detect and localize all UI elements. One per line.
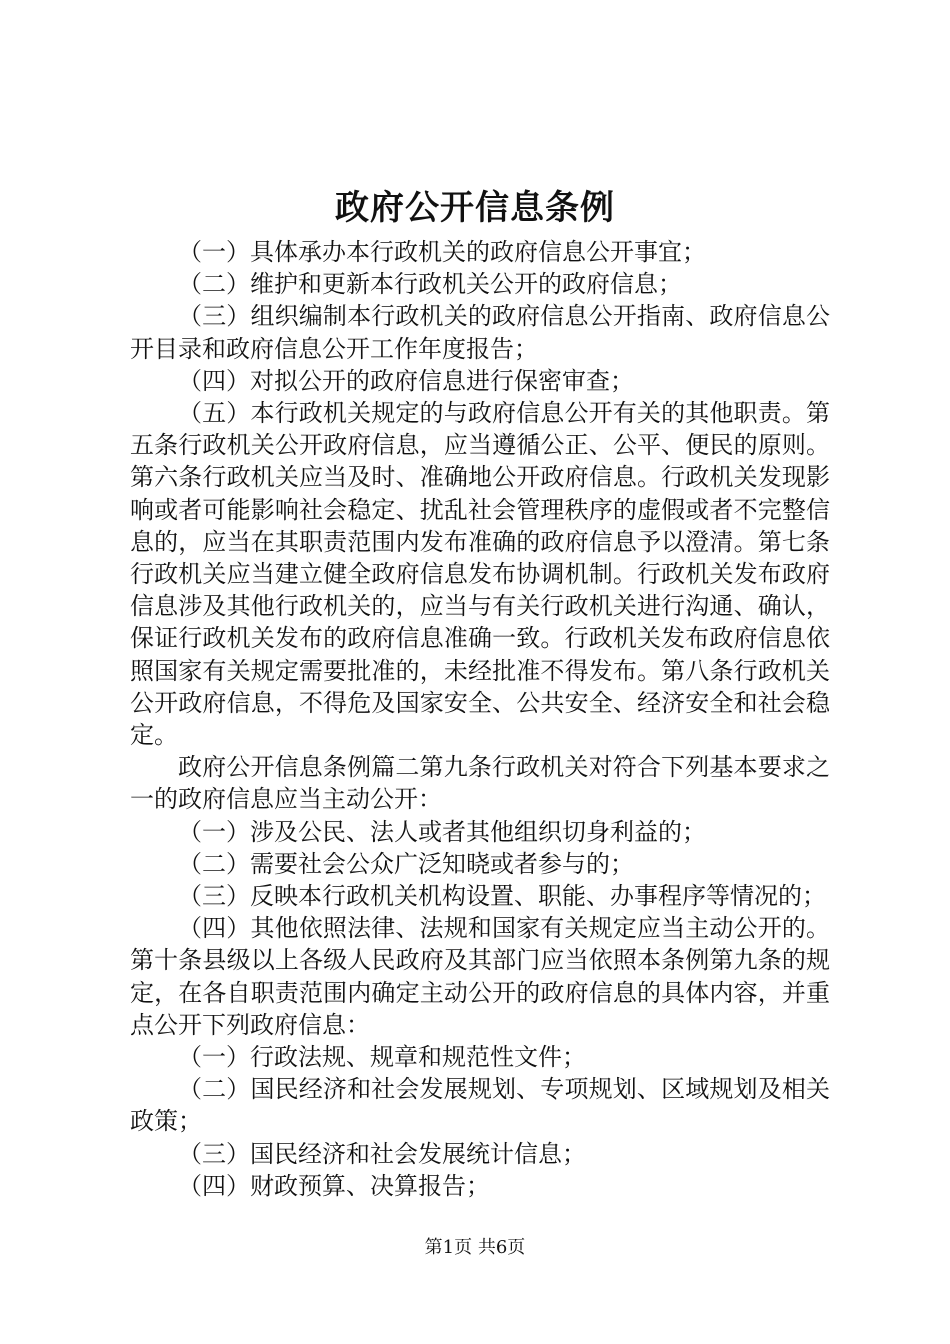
paragraph: （三）国民经济和社会发展统计信息； xyxy=(178,1139,586,1168)
paragraph: （二）国民经济和社会发展规划、专项规划、区域规划及相关政策； xyxy=(130,1075,830,1136)
document-body xyxy=(130,236,830,1202)
paragraph: （三）反映本行政机关机构设置、职能、办事程序等情况的； xyxy=(178,882,826,911)
paragraph: （四）其他依照法律、法规和国家有关规定应当主动公开的。第十条县级以上各级人民政府及其部门应当依照本条例第九条的规定，在各自职责范围内确定主动公开的政府信息的具体内容，并重点公开下列政府信息： xyxy=(130,914,830,1039)
paragraph: 政府公开信息条例篇二第九条行政机关对符合下列基本要求之一的政府信息应当主动公开： xyxy=(130,753,830,814)
paragraph: （四）财政预算、决算报告； xyxy=(178,1171,490,1200)
paragraph: （一）行政法规、规章和规范性文件； xyxy=(178,1043,586,1072)
paragraph: （四）对拟公开的政府信息进行保密审查； xyxy=(178,366,634,395)
paragraph: （一）涉及公民、法人或者其他组织切身利益的； xyxy=(178,817,706,846)
page-number: 第1页 共6页 xyxy=(424,1237,526,1258)
paragraph: （三）组织编制本行政机关的政府信息公开指南、政府信息公开目录和政府信息公开工作年度报告； xyxy=(130,302,830,363)
paragraph: （二）维护和更新本行政机关公开的政府信息； xyxy=(178,270,682,299)
paragraph: （一）具体承办本行政机关的政府信息公开事宜； xyxy=(178,238,706,266)
paragraph: （五）本行政机关规定的与政府信息公开有关的其他职责。第五条行政机关公开政府信息，应当遵循公正、公平、便民的原则。第六条行政机关应当及时、准确地公开政府信息。行政机关发现影响或者可能影响社会稳定、扰乱社会管理秩序的虚假或者不完整信息的，应当在其职责范围内发布准确的政府信息予以澄清。第七条行政机关应当建立健全政府信息发布协调机制。行政机关发布政府信息涉及其他行政机关的，应当与有关行政机关进行沟通、确认，保证行政机关发布的政府信息准确一致。行政机关发布政府信息依照国家有关规定需要批准的，未经批准不得发布。第八条行政机关公开政府信息，不得危及国家安全、公共安全、经济安全和社会稳定。 xyxy=(130,399,830,750)
document-title: 政府公开信息条例 xyxy=(335,188,615,228)
paragraph: （二）需要社会公众广泛知晓或者参与的； xyxy=(178,849,634,878)
